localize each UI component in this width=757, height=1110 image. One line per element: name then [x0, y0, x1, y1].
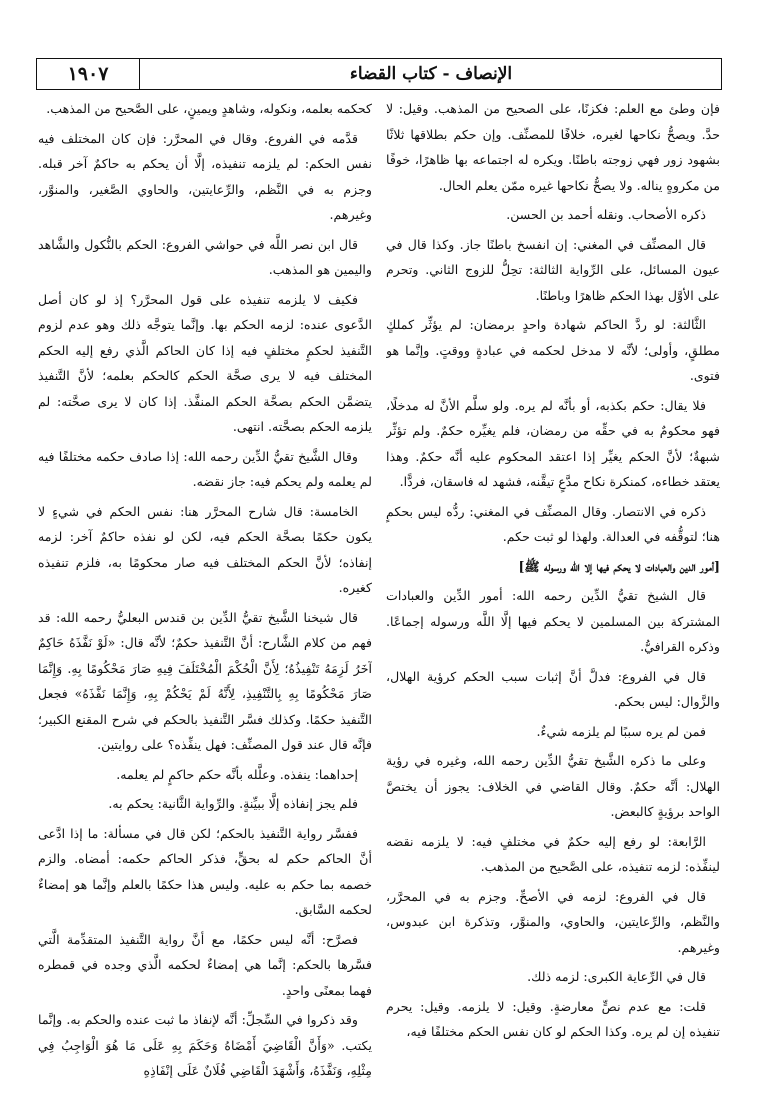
- section-heading: [أمور الدين والعبادات لا يحكم فيها إلا الله ورسوله ﷺ]: [518, 558, 720, 574]
- left-column: [38, 96, 372, 1096]
- paragraph: فإن وطئ مع العلم: فكزنًا، على الصحيح من المذهب. وقيل: لا حدَّ. ويصحُّ نكاحها لغيره، خلافًا للمصنِّف. وإن حكم بطلاقها ثلاثًا بشهود زور فهي زوجته باطنًا. ويكره له اجتماعه بها ظاهرًا، خوفًا من مكروهٍ يناله. ولا يصحُّ نكاحها غيره ممّن يعلم الحال.: [386, 101, 720, 193]
- paragraph: الرَّابعة: لو رفع إليه حكمٌ في مختلفٍ فيه: لا يلزمه نقضه لينفِّذه: لزمه تنفيذه، على الصَّحيح من المذهب.: [386, 833, 720, 874]
- paragraph: فمن لم يره سببًا لم يلزمه شيءٌ.: [536, 723, 706, 739]
- paragraph: قال الشيخ تقيُّ الدِّين رحمه الله: أمور الدِّين والعبادات المشتركة بين المسلمين لا يحكم فيها إلَّا اللَّه ورسوله إجماعًا. وذكره القرافيُّ.: [386, 588, 720, 654]
- paragraph: فصرَّح: أنَّه ليس حكمًا، مع أنَّ رواية التَّنفيذ المتقدِّمة الَّتي فسَّرها بالحكم: إنَّما هي إمضاءٌ لحكمه الَّذي وجده في قمطره فهما بمعنًى واحدٍ.: [38, 931, 372, 998]
- paragraph: فكيف لا يلزمه تنفيذه على قول المحرَّر؟ إذ لو كان أصل الدَّعوى عنده: لزمه الحكم بها. وإنَّما يتوجَّه ذلك وهو عدم لزوم التَّنفيذ لحكمٍ مختلفٍ فيه إذا كان الحاكم الَّذي رفع إليه الحكم المختلف فيه لا يرى صحَّة الحكم كالحكم بعلمه؛ لأنَّ التَّنفيذ يتضمَّن الحكم بصحَّة الحكم المنفَّذ. إذا كان لا يرى صحَّته: لم يلزمه الحكم بصحَّته. انتهى.: [38, 291, 372, 434]
- paragraph: قال في الفروع: لزمه في الأصحِّ. وجزم به في المحرَّر، والنَّظم، والرِّعايتين، والحاوي، والمنوَّر، وتذكرة ابن عبدوس، وغيرهم.: [386, 888, 720, 955]
- paragraph: الخامسة: قال شارح المحرَّر هنا: نفس الحكم في شيءٍ لا يكون حكمًا بصحَّة الحكم فيه، لكن لو نفذه حاكمٌ آخر: لزمه إنفاذه؛ لأنَّ الحكم المختلف فيه صار محكومًا به، فلزم تنفيذه كغيره.: [38, 503, 372, 595]
- paragraph: ذكره الأصحاب. ونقله أحمد بن الحسن.: [506, 207, 706, 222]
- paragraph: ففسَّر رواية التَّنفيذ بالحكم؛ لكن قال في مسألة: ما إذا ادَّعى أنَّ الحاكم حكم له بحقٍّ، فذكر الحاكم حكمه: أمضاه. والزم خصمه بما حكم به عليه. وليس هذا حكمًا بالعلم وإنَّما هو إمضاءٌ لحكمه السَّابق.: [38, 825, 372, 917]
- page-number: ١٩٠٧: [67, 63, 109, 85]
- paragraph: وقد ذكروا في السِّجلِّ: أنَّه لإنفاذ ما ثبت عنده والحكم به. وإنَّما يكتب. «وَأَنَّ الْقَاضِيَ أَمْضَاهُ وَحَكَمَ بِهِ عَلَى مَا هُوَ الْوَاجِبُ فِي مِثْلِهِ، وَنَفَّذَهُ، وَأَشْهَدَ الْقَاضِي فُلَانٌ عَلَى إنْفَاذِهِ: [38, 1012, 372, 1078]
- paragraph: قال في الفروع: فدلَّ أنَّ إثبات سبب الحكم كرؤية الهلال، والزَّوال: ليس بحكم.: [386, 668, 720, 709]
- running-title: الإنصاف - كتاب القضاء: [349, 64, 513, 84]
- paragraph: فلم يجز إنفاذه إلَّا ببيِّنةٍ. والرِّواية الثَّانية: يحكم به.: [108, 796, 358, 811]
- paragraph: قدَّمه في الفروع. وقال في المحرَّر: فإن كان المختلف فيه نفس الحكم: لم يلزمه تنفيذه، إلَّا أن يحكم به حاكمٌ آخر قبله. وجزم به في النَّظم، والرِّعايتين، والحاوي الصَّغير، والمنوَّر، وغيرهم.: [38, 130, 372, 222]
- paragraph: قال ابن نصر اللَّه في حواشي الفروع: الحكم بالنُّكول والشَّاهد واليمين هو المذهب.: [38, 236, 372, 277]
- paragraph: قال شيخنا الشَّيخ تقيُّ الدِّين بن قندس البعليُّ رحمه الله: قد فهم من كلام الشَّارح: أنَّ التَّنفيذ حكمٌ؛ لأنَّه قال: «لَوْ نَفَّذَهُ حَاكِمٌ آخَرُ لَزِمَهُ تَنْفِيذُهُ؛ لِأَنَّ الْحُكْمَ الْمُخْتَلَفَ فِيهِ صَارَ مَحْكُومًا بِهِ. وَإِنَّمَا صَارَ مَحْكُومًا بِهِ بِالتَّنْفِيذِ، لِأَنَّهُ لَمْ يَحْكُمْ بِهِ، وَإِنَّمَا نَفَّذَهُ» فجعل التَّنفيذ حكمًا. وكذلك فسَّر التَّنفيذ بالحكم في شرح المقنع الكبير؛ فإنَّه قال عند قول المصنِّف: فهل ينفِّذه؟ على روايتين.: [38, 609, 372, 752]
- header-divider: [139, 59, 140, 89]
- paragraph: وعلى ما ذكره الشَّيخ تقيُّ الدِّين رحمه الله، وغيره في رؤية الهلال: أنَّه حكمٌ. وقال القاضي في الخلاف: يجوز أن يختصَّ الواحد برؤيةٍ كالبعض.: [386, 753, 720, 819]
- paragraph: قال المصنِّف في المغني: إن انفسخ باطنًا جاز. وكذا قال في عيون المسائل، على الرِّواية الثالثة: تحِلُّ للزوج الثاني. وتحرم على الأوَّل بهذا الحكم ظاهرًا وباطنًا.: [386, 236, 720, 303]
- paragraph: فلا يقال: حكم بكذبه، أو بأنَّه لم يره. ولو سلَّم الأنَّ له مدخلًا، فهو محكومٌ به في حقِّه من رمضان، فلم يغيِّره حكمٌ. ولم تؤثِّر شبهةٌ؛ لأنَّ الحكم يغيِّر إذا اعتقد المحكوم عليه أنَّه حكمٌ. وهذا يعتقد خطاءه، كمنكرة نكاح مدَّعٍ تيقَّنه، فشهد له فاسقان، فردًّا.: [386, 397, 720, 489]
- paragraph: كحكمه بعلمه، ونكوله، وشاهدٍ ويمينٍ، على الصَّحيح من المذهب.: [46, 101, 372, 116]
- paragraph: وقال الشَّيخ تقيُّ الدِّين رحمه الله: إذا صادف حكمه مختلفًا فيه لم يعلمه ولم يحكم فيه: جاز نقضه.: [38, 448, 372, 489]
- paragraph: قلت: مع عدم نصٍّ معارضةٍ. وقيل: لا يلزمه. وقيل: يحرم تنفيذه إن لم يره. وكذا الحكم لو كان نفس الحكم مختلفًا فيه،: [386, 998, 720, 1039]
- paragraph: إحداهما: ينفذه. وعلَّله بأنَّه حكم حاكمٍ لم يعلمه.: [116, 766, 358, 782]
- paragraph: الثَّالثة: لو ردَّ الحاكم شهادة واحدٍ برمضان: لم يؤثِّر كملكٍ مطلقٍ، وأولى؛ لأنَّه لا مدخل لحكمه في عبادةٍ ووقتٍ. وإنَّما هو فتوى.: [386, 317, 720, 383]
- paragraph: ذكره في الانتصار. وقال المصنِّف في المغني: ردُّه ليس بحكمٍ هنا؛ لتوقُّفه في العدالة. ولهذا لو ثبت حكم.: [386, 503, 720, 544]
- right-column: [386, 96, 720, 1096]
- page-header: [36, 58, 722, 90]
- paragraph: قال في الرِّعاية الكبرى: لزمه ذلك.: [527, 969, 706, 984]
